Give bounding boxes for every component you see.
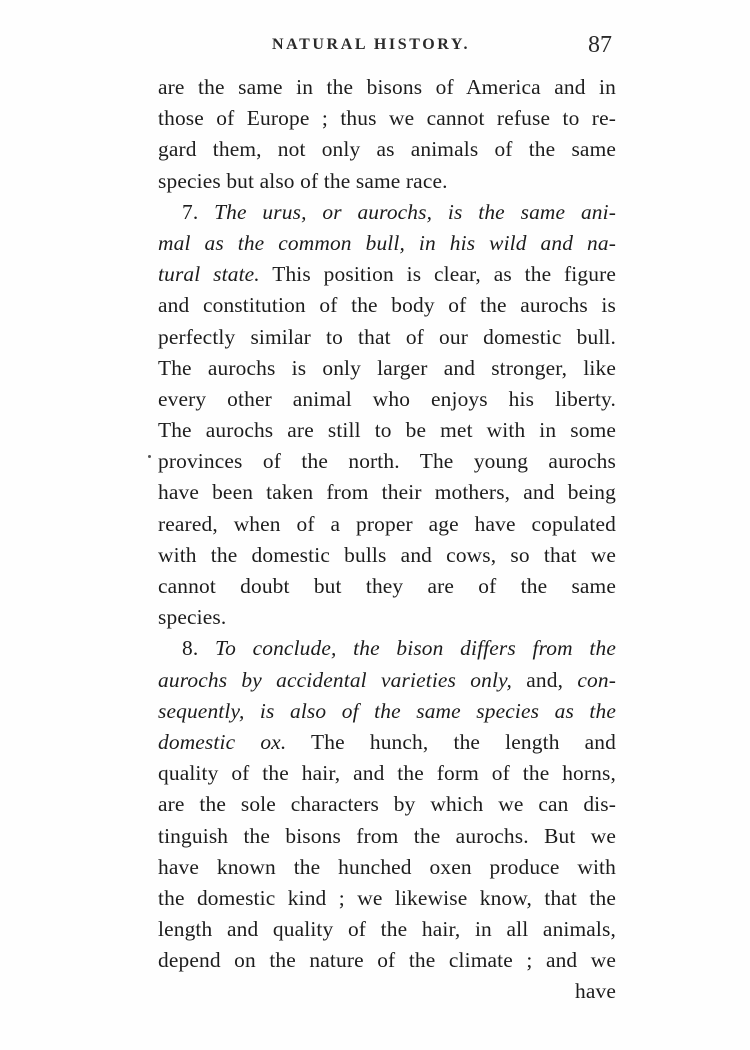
text-line: have known the hunched oxen produce with (158, 854, 616, 879)
body-text (158, 72, 616, 1008)
running-title: NATURAL HISTORY. (272, 36, 471, 53)
text-line: gard them, not only as animals of the same (158, 137, 616, 162)
ink-speck (148, 455, 151, 458)
text-line: length and quality of the hair, in all animals, (158, 917, 616, 942)
text-line: species but also of the same race. (158, 168, 448, 193)
page-number: 87 (588, 32, 612, 58)
text-line: depend on the nature of the climate ; and we (158, 948, 616, 973)
catchword: have (575, 979, 616, 1004)
text-line: mal as the common bull, in his wild and na- (158, 230, 616, 255)
text-line: quality of the hair, and the form of the horns, (158, 761, 616, 786)
text-line: the domestic kind ; we likewise know, that the (158, 885, 616, 910)
text-line: tinguish the bisons from the aurochs. But we (158, 823, 616, 848)
text-line: have been taken from their mothers, and being (158, 480, 616, 505)
text-line: cannot doubt but they are of the same (158, 574, 616, 598)
text-line: those of Europe ; thus we cannot refuse to re- (158, 106, 616, 131)
text-line: are the sole characters by which we can dis- (158, 792, 616, 817)
text-line: are the same in the bisons of America and in (158, 75, 616, 99)
paragraph-number: 7. (182, 199, 199, 224)
paragraph-number: 8. (182, 636, 199, 661)
text-line: The aurochs are still to be met with in some (158, 418, 616, 443)
text-line: tural state. This position is clear, as the figure (158, 262, 617, 287)
text-line: sequently, is also of the same species as the (158, 698, 616, 723)
text-line: domestic ox. The hunch, the length and (158, 729, 616, 754)
text-line: every other animal who enjoys his liberty. (158, 386, 616, 411)
text-line: The aurochs is only larger and stronger, like (158, 355, 616, 380)
paragraph-8-start: 8. To conclude, the bison differs from the (182, 636, 616, 661)
text-line: and constitution of the body of the aurochs is (158, 293, 616, 318)
running-head (160, 32, 620, 62)
text-line: aurochs by accidental varieties only, and, con- (158, 667, 616, 692)
text-line: perfectly similar to that of our domestic bull. (158, 324, 616, 349)
text-line: species. (158, 605, 227, 630)
text-line: with the domestic bulls and cows, so that we (158, 542, 616, 567)
text-line: reared, when of a proper age have copulated (158, 511, 616, 536)
paragraph-7-start: 7. The urus, or aurochs, is the same ani- (182, 199, 616, 224)
text-line: provinces of the north. The young aurochs (158, 449, 616, 474)
